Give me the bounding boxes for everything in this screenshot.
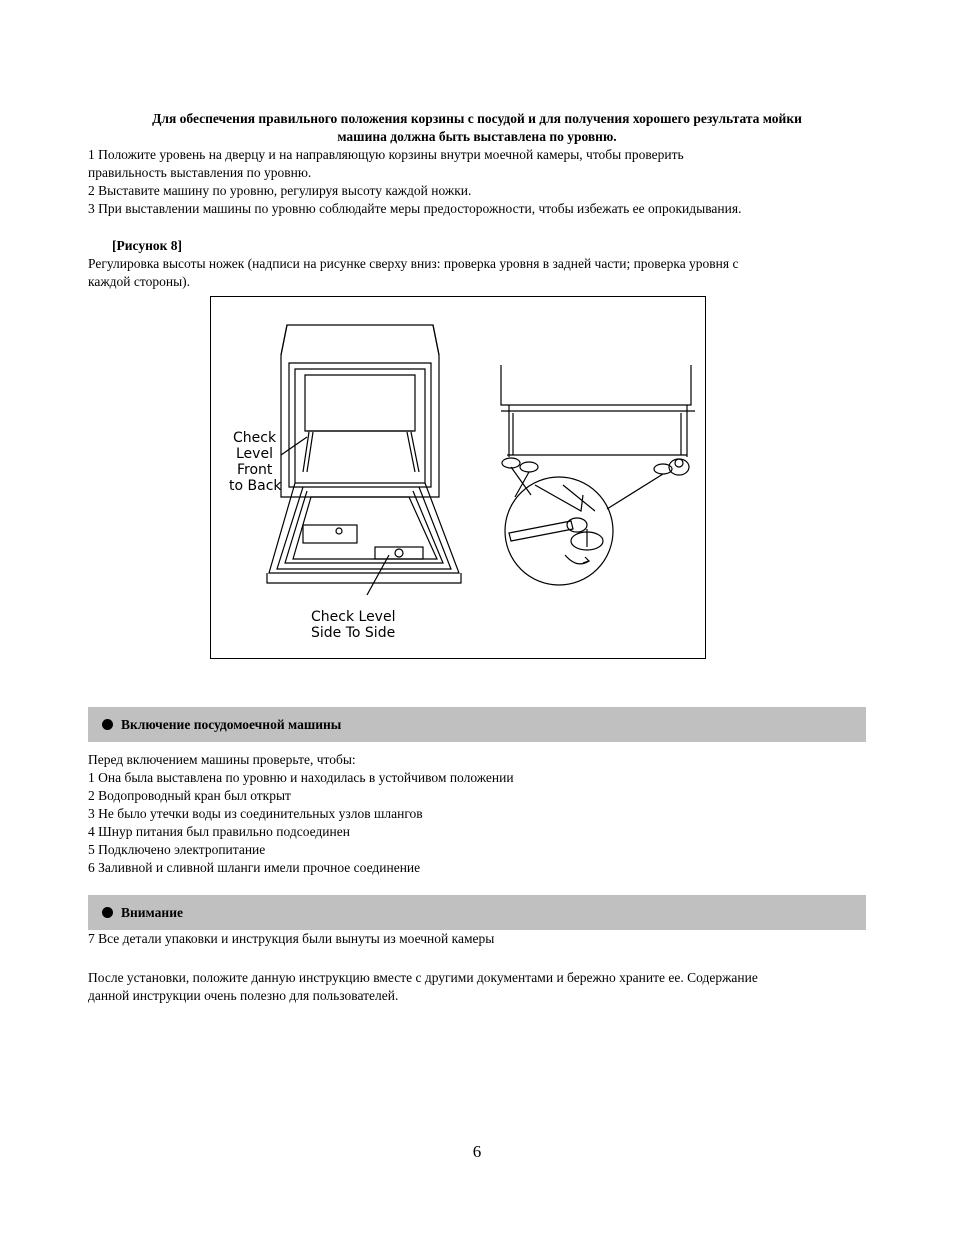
leveling-figure xyxy=(210,296,706,659)
intro-heading-line2: машина должна быть выставлена по уровню. xyxy=(337,129,617,144)
list-item: 6 Заливной и сливной шланги имели прочное соединение xyxy=(88,860,421,875)
page-number: 6 xyxy=(472,1142,482,1161)
section-attention-bar xyxy=(88,895,866,930)
step3: 3 При выставлении машины по уровню соблюдайте меры предосторожности, чтобы избежать ее опрокидывания. xyxy=(88,201,742,216)
intro-steps xyxy=(88,146,878,218)
step1-line1: 1 Положите уровень на дверцу и на направляющую корзины внутри моечной камеры, чтобы проверить xyxy=(88,147,684,162)
label-side-side-2: Side To Side xyxy=(311,625,396,641)
dishwasher-open-door-drawing xyxy=(267,325,461,583)
bullet-icon xyxy=(102,719,113,730)
label-front-back-2: Level xyxy=(236,446,273,462)
label-side-side-1: Check Level xyxy=(311,609,396,625)
attention-item: 7 Все детали упаковки и инструкция были вынуты из моечной камеры xyxy=(88,931,495,946)
label-front-back-3: Front xyxy=(237,462,273,478)
label-front-back-4: to Back xyxy=(229,478,282,494)
list-item: 2 Водопроводный кран был открыт xyxy=(88,788,291,803)
intro-heading-line1: Для обеспечения правильного положения корзины с посудой и для получения хорошего результата мойки xyxy=(152,111,802,126)
label-front-back-1: Check xyxy=(233,430,277,446)
bullet-icon xyxy=(102,907,113,918)
list-item: 3 Не было утечки воды из соединительных узлов шлангов xyxy=(88,806,423,821)
leveling-legs-drawing xyxy=(501,365,695,585)
closing-line2: данной инструкции очень полезно для пользователей. xyxy=(88,988,399,1003)
intro-heading xyxy=(88,110,866,146)
section-power-intro: Перед включением машины проверьте, чтобы: xyxy=(88,752,356,767)
closing-paragraph xyxy=(88,969,878,1005)
section-power-bar xyxy=(88,707,866,742)
section-attention-title: Внимание xyxy=(121,904,183,920)
step1-line2: правильность выставления по уровню. xyxy=(88,165,312,180)
step2: 2 Выставите машину по уровню, регулируя высоту каждой ножки. xyxy=(88,183,472,198)
list-item: 1 Она была выставлена по уровню и находилась в устойчивом положении xyxy=(88,770,514,785)
figure-description-line1: Регулировка высоты ножек (надписи на рисунке сверху вниз: проверка уровня в задней части; проверка уровня с xyxy=(88,256,739,271)
list-item: 4 Шнур питания был правильно подсоединен xyxy=(88,824,350,839)
figure-description-line2: каждой стороны). xyxy=(88,274,191,289)
closing-line1: После установки, положите данную инструкцию вместе с другими документами и бережно храните ее. Содержание xyxy=(88,970,758,985)
list-item: 5 Подключено электропитание xyxy=(88,842,266,857)
section-power-body xyxy=(88,751,878,877)
section-power-title: Включение посудомоечной машины xyxy=(121,716,342,732)
figure-caption: [Рисунок 8] xyxy=(112,238,183,253)
leveling-illustration xyxy=(211,297,707,660)
figure-description xyxy=(88,255,878,291)
